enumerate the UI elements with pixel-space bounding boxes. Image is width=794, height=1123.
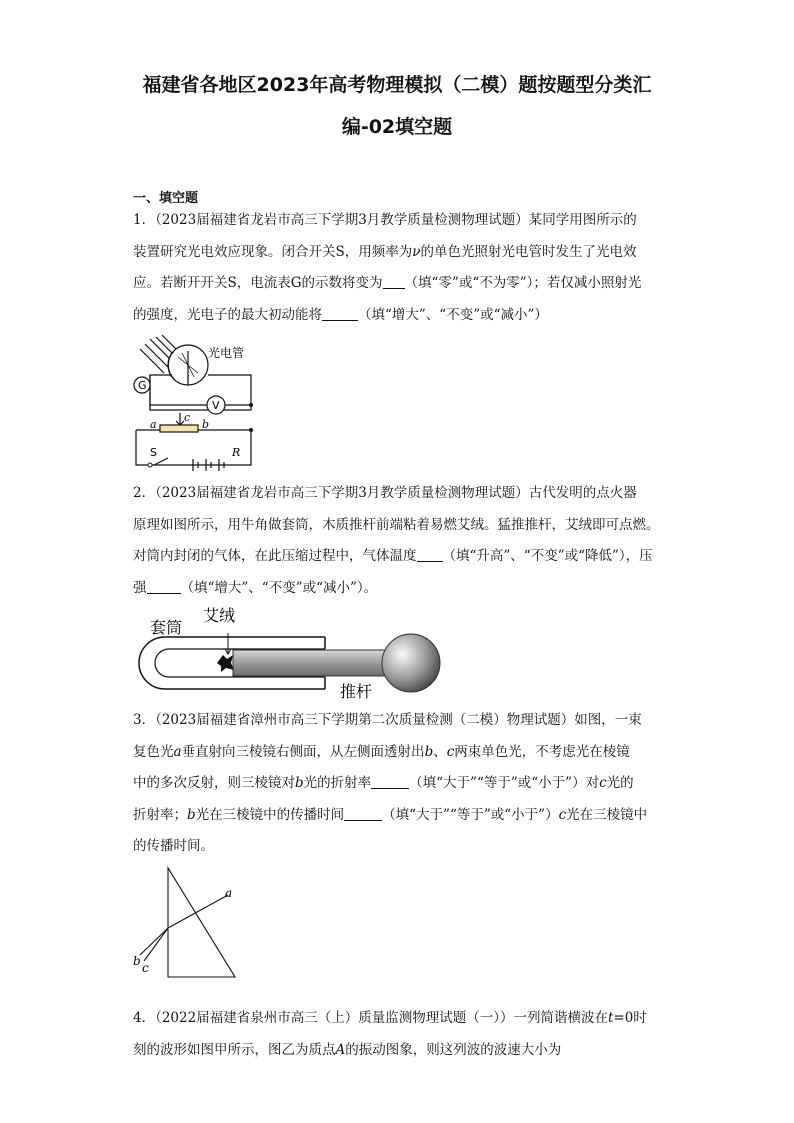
answer-blank[interactable] [147, 579, 181, 594]
question-2 [133, 478, 663, 604]
answer-blank[interactable] [344, 806, 382, 821]
answer-blank[interactable] [383, 274, 405, 289]
q3-line5: 的传播时间。 [133, 838, 214, 854]
ray-b-label: b [133, 954, 141, 968]
prism-figure [130, 865, 250, 980]
moxa-label: 艾绒 [203, 606, 236, 625]
q1-line3: 应。若断开开关S，电流表G的示数将变为 （填“零”或“不为零”）；若仅减小照射光 [133, 275, 642, 291]
fire-piston-figure [135, 605, 445, 705]
q2-line2: 原理如图所示，用牛角做套筒，木质推杆前端粘着易燃艾绒。猛推推杆，艾绒即可点燃。 [133, 516, 660, 533]
q1-line4: 的强度，光电子的最大初动能将 （填“增大”、“不变”或“减小”） [133, 306, 548, 323]
q4-line2: 刻的波形如图甲所示，图乙为质点A的振动图象，则这列波的波速大小为 [133, 1041, 562, 1058]
section-heading: 一、填空题 [133, 191, 199, 206]
page-title-line2: 编-02填空题 [341, 116, 453, 138]
q3-line4: 折射率；b光在三棱镜中的传播时间 （填“大于”“等于”或“小于”）c光在三棱镜中 [133, 806, 648, 823]
ray-a-label: a [225, 886, 233, 900]
rod-label: 推杆 [340, 682, 373, 701]
galvanometer-label: G [138, 379, 147, 392]
photoelectric-circuit-figure [128, 335, 263, 470]
answer-blank[interactable] [371, 774, 409, 789]
voltmeter-label: V [212, 399, 220, 412]
q3-line2: 复色光a垂直射向三棱镜右侧面，从左侧面透射出b、c两束单色光，不考虑光在棱镜 [133, 743, 630, 760]
question-4 [133, 1003, 663, 1066]
q3-line3: 中的多次反射，则三棱镜对b光的折射率 （填“大于”“等于”或“小于”）对c光的 [133, 775, 634, 791]
question-3 [133, 705, 663, 863]
answer-blank[interactable] [322, 306, 358, 321]
point-b-label: b [202, 418, 210, 431]
q4-line1: 4．（2022届福建省泉州市高三（上）质量监测物理试题（一））一列简谐横波在t=0时 [133, 1010, 647, 1026]
q2-line1: 2．（2023届福建省龙岩市高三下学期3月教学质量检测物理试题）古代发明的点火器 [133, 485, 637, 501]
q3-line1: 3．（2023届福建省漳州市高三下学期第二次质量检测（二模）物理试题）如图，一束 [133, 712, 642, 728]
q1-line1: 1．（2023届福建省龙岩市高三下学期3月教学质量检测物理试题）某同学用图所示的 [133, 212, 637, 228]
q2-line4: 强 （填“增大”、“不变”或“减小”）。 [133, 579, 378, 596]
page-title: 福建省各地区2023年高考物理模拟（二模）题按题型分类汇 [142, 74, 652, 96]
ray-c-label: c [142, 961, 149, 975]
switch-label: S [150, 446, 157, 459]
answer-blank[interactable] [417, 547, 443, 562]
question-1 [133, 205, 663, 331]
q2-line3: 对筒内封闭的气体，在此压缩过程中，气体温度 （填“升高”、“不变”或“降低”），压 [133, 548, 653, 564]
point-c-label: c [184, 411, 191, 424]
resistor-label: R [232, 446, 241, 459]
point-a-label: a [150, 418, 157, 431]
tube-label: 光电管 [208, 346, 245, 360]
sleeve-label: 套筒 [150, 618, 183, 637]
q1-line2: 装置研究光电效应现象。闭合开关S，用频率为ν的单色光照射光电管时发生了光电效 [133, 243, 637, 260]
